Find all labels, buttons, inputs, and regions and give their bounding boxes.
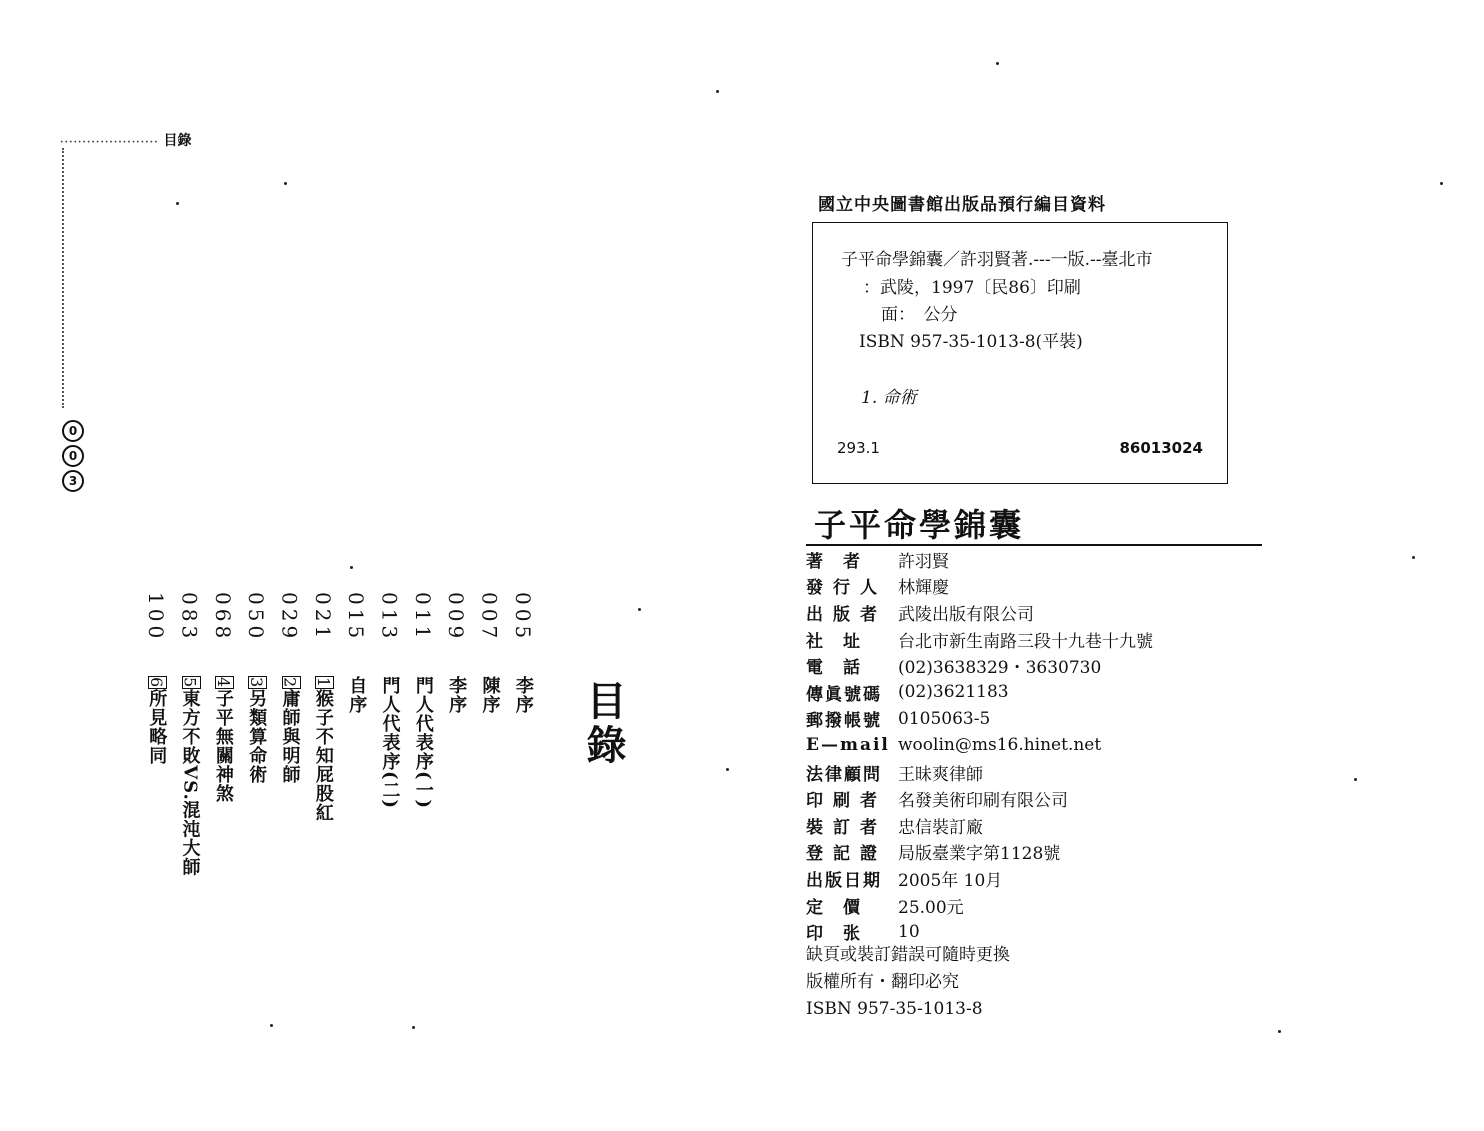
toc-entry (207, 592, 239, 992)
colophon-row (806, 706, 1276, 733)
page-number (62, 420, 84, 495)
colophon-key: 出版者 (806, 604, 887, 625)
toc-label-group (410, 676, 436, 809)
colophon-value: 台北市新生南路三段十九巷十九號 (898, 631, 1153, 652)
cip-isbn: ISBN 957-35-1013-8(平裝) (859, 332, 1083, 352)
colophon-row (806, 626, 1276, 653)
chapter-number-box: 5 (180, 677, 200, 689)
colophon-key: 裝訂者 (806, 817, 887, 838)
colophon-value: 名發美術印刷有限公司 (898, 791, 1068, 812)
colophon-row (806, 573, 1276, 600)
colophon-row (806, 546, 1276, 573)
colophon-key: 法律顧問 (806, 764, 882, 785)
scan-speck (1354, 778, 1357, 781)
right-page (742, 0, 1484, 1131)
toc-label: 李序 (446, 676, 468, 714)
colophon-value: 忠信裝訂廠 (898, 817, 983, 838)
colophon-row (806, 785, 1276, 812)
colophon-value: 王昧爽律師 (898, 764, 983, 785)
toc-entry (307, 592, 339, 992)
toc-page-number: 100 (144, 592, 169, 643)
colophon-key: 印刷者 (806, 791, 887, 812)
toc-label: 庸師與明師 (279, 689, 301, 785)
colophon-key: 發行人 (806, 578, 887, 599)
colophon-value: 2005年 10月 (898, 870, 1003, 891)
cip-classification: 293.1 (837, 439, 880, 457)
toc-label-group (510, 676, 536, 714)
scan-speck (1412, 556, 1415, 559)
colophon-value: 武陵出版有限公司 (898, 604, 1034, 625)
toc-page-number: 007 (477, 592, 502, 643)
toc-entry (273, 592, 305, 992)
colophon-value: 10 (898, 921, 920, 942)
colophon (806, 546, 1276, 945)
toc-title: 目錄 (580, 680, 626, 768)
cip-heading: 國立中央圖書館出版品預行編目資料 (818, 195, 1106, 215)
scan-speck (412, 1026, 415, 1029)
colophon-row (806, 918, 1276, 945)
toc-page-number: 011 (410, 592, 435, 643)
toc-entry (140, 592, 172, 992)
colophon-notes (806, 942, 1266, 1023)
toc-label-group (210, 676, 236, 803)
toc-entry (473, 592, 505, 992)
chapter-number-box: 2 (280, 677, 300, 689)
colophon-value: (02)3621183 (898, 682, 1009, 703)
colophon-value: 許羽賢 (898, 551, 949, 572)
scan-speck (284, 182, 287, 185)
toc-label-group (277, 676, 303, 784)
colophon-row (806, 839, 1276, 866)
cip-subject: 1. 命術 (861, 388, 917, 408)
scan-speck (716, 90, 719, 93)
toc-label: 所見略同 (146, 689, 168, 766)
toc-page-number: 068 (210, 592, 235, 643)
colophon-key: 社址 (806, 631, 880, 652)
cip-box (812, 222, 1228, 484)
toc-label: 子平無關神煞 (212, 689, 234, 804)
colophon-row (806, 812, 1276, 839)
toc-page-number: 009 (444, 592, 469, 643)
toc-label-group (443, 676, 469, 714)
colophon-key: 登記證 (806, 844, 887, 865)
chapter-number-box: 4 (213, 677, 233, 689)
toc-entry (173, 592, 205, 992)
colophon-key: 著者 (806, 551, 880, 572)
toc-page-number: 015 (344, 592, 369, 643)
toc-label-group (377, 676, 403, 809)
chapter-number-box: 3 (247, 677, 267, 689)
copyright-note: 版權所有・翻印必究 (806, 972, 959, 992)
toc-label-group (143, 676, 169, 765)
replacement-note: 缺頁或裝訂錯誤可隨時更換 (806, 945, 1010, 965)
toc-entry (340, 592, 372, 992)
isbn-note: ISBN 957-35-1013-8 (806, 999, 983, 1019)
colophon-key: 郵撥帳號 (806, 711, 882, 732)
scan-speck (176, 202, 179, 205)
colophon-row (806, 599, 1276, 626)
toc-label-group (310, 676, 336, 822)
colophon-key: 電話 (806, 658, 880, 679)
chapter-number-box: 6 (147, 677, 167, 689)
toc-entry (373, 592, 405, 992)
colophon-row (806, 865, 1276, 892)
toc-label: 門人代表序(二) (379, 676, 401, 810)
toc-page-number: 005 (510, 592, 535, 643)
toc-label: 東方不敗VS.混沌大師 (179, 689, 201, 877)
toc-entry (407, 592, 439, 992)
colophon-row (806, 652, 1276, 679)
scan-speck (1440, 182, 1443, 185)
toc-page-number: 083 (177, 592, 202, 643)
toc-entry (507, 592, 539, 992)
page-number-digit: 0 (62, 445, 84, 467)
scan-speck (638, 608, 641, 611)
toc-entry (240, 592, 272, 992)
toc-page-number: 021 (310, 592, 335, 643)
toc-page-number: 029 (277, 592, 302, 643)
scan-speck (726, 768, 729, 771)
colophon-value: 0105063-5 (898, 708, 991, 729)
colophon-key: 出版日期 (806, 870, 882, 891)
page-number-digit: 3 (62, 470, 84, 492)
scan-speck (996, 62, 999, 65)
toc-entry (440, 592, 472, 992)
running-header-text: 目錄 (163, 133, 192, 149)
toc-page-number: 013 (377, 592, 402, 643)
colophon-key: 傳眞號碼 (806, 684, 882, 705)
colophon-value: woolin@ms16.hinet.net (898, 735, 1102, 756)
colophon-key: E—mail (806, 735, 890, 756)
toc-label-group (177, 676, 203, 877)
colophon-value: 局版臺業字第1128號 (898, 844, 1061, 865)
colophon-key: 印张 (806, 924, 880, 945)
colophon-row (806, 892, 1276, 919)
scan-speck (1278, 1030, 1281, 1033)
chapter-number-box: 1 (313, 677, 333, 689)
colophon-value: 25.00元 (898, 897, 964, 918)
toc-label: 另類算命術 (246, 689, 268, 785)
toc-label: 李序 (512, 676, 534, 714)
colophon-row (806, 679, 1276, 706)
scan-speck (350, 566, 353, 569)
cip-control-number: 86013024 (1119, 439, 1203, 457)
scan-speck (270, 1024, 273, 1027)
table-of-contents (140, 592, 540, 992)
toc-label-group (477, 676, 503, 714)
cip-line-1: 子平命學錦囊／許羽賢著.---一版.--臺北市 (841, 250, 1153, 270)
running-header (60, 130, 191, 150)
toc-label: 猴子不知屁股紅 (312, 689, 334, 823)
cip-line-2: ：武陵，1997〔民86〕印刷 (863, 278, 1081, 298)
toc-label-group (243, 676, 269, 784)
colophon-row (806, 732, 1276, 759)
colophon-key: 定價 (806, 897, 880, 918)
cip-line-3: 面： 公分 (881, 305, 958, 325)
book-title: 子平命學錦囊 (814, 506, 1025, 544)
toc-label: 自序 (346, 676, 368, 714)
header-rule: ······················ (60, 137, 159, 148)
toc-page-number: 050 (244, 592, 269, 643)
toc-label-group (343, 676, 369, 714)
colophon-value: (02)3638329・3630730 (898, 658, 1102, 679)
colophon-value: 林輝慶 (898, 578, 949, 599)
colophon-row (806, 759, 1276, 786)
side-rule (62, 148, 64, 408)
toc-label: 門人代表序(一) (412, 676, 434, 810)
page-number-digit: 0 (62, 420, 84, 442)
toc-label: 陳序 (479, 676, 501, 714)
